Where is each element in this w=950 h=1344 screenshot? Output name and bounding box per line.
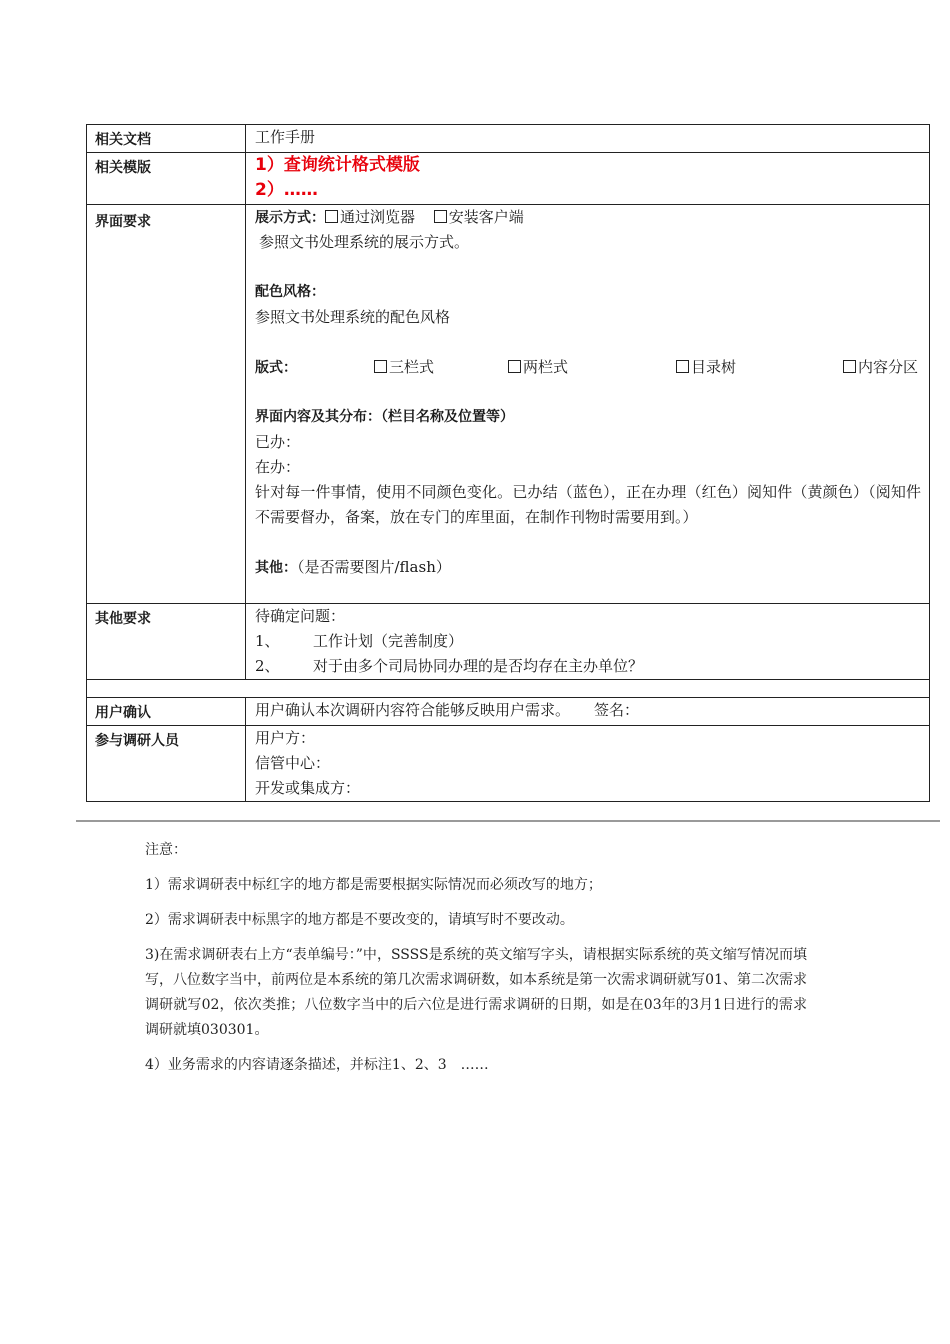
display-mode-label: 展示方式：: [255, 210, 325, 226]
color-style-label: 配色风格：: [255, 284, 325, 300]
divider: [76, 820, 940, 822]
note-item: 4）业务需求的内容请逐条描述，并标注1、2、3 ……: [145, 1057, 489, 1073]
row-related-docs: [87, 125, 930, 153]
staff-item: 信管中心：: [255, 754, 331, 772]
requirements-table: [86, 124, 930, 802]
checkbox-browser[interactable]: [325, 210, 338, 223]
row-research-staff: [87, 726, 930, 802]
note-item: 2）需求调研表中标黑字的地方都是不要改变的，请填写时不要改动。: [145, 912, 574, 928]
other-note: （是否需要图片/flash）: [297, 558, 451, 576]
issue-text: 工作计划（完善制度）: [313, 632, 464, 650]
signature-label: 签名：: [594, 701, 640, 719]
option-client: 安装客户端: [448, 208, 524, 226]
template-item: 2）……: [255, 180, 318, 200]
content-done: 已办：: [255, 433, 301, 451]
display-note: 参照文书处理系统的展示方式。: [259, 233, 470, 251]
row-related-template: [87, 153, 930, 205]
label-related-docs: 相关文档: [87, 125, 246, 153]
issue-number: 2、: [255, 657, 280, 675]
note-item: 3)在需求调研表右上方“表单编号：”中，SSSS是系统的英文缩写字头，请根据实际系统的英文缩写情况而填写，八位数字当中，前两位是本系统的第几次需求调研数，如本系统是第一次需求调研就写01、第二次需求调研就写02，依次类推；八位数字当中的后六位是进行需求调研的日期，如是在03年的3月1日进行的需求调研就填030301。: [145, 947, 807, 1038]
layout-label: 版式：: [255, 360, 297, 376]
option-browser: 通过浏览器: [340, 208, 416, 226]
row-spacer: [87, 680, 930, 698]
checkbox-two-column[interactable]: [508, 360, 521, 373]
staff-item: 开发或集成方：: [255, 779, 361, 797]
row-user-confirm: [87, 698, 930, 726]
checkbox-client[interactable]: [434, 210, 447, 223]
confirm-text: 用户确认本次调研内容符合能够反映用户需求。: [255, 701, 571, 719]
pending-issues-title: 待确定问题：: [255, 607, 346, 625]
row-other-requirements: [87, 604, 930, 680]
checkbox-tree[interactable]: [676, 360, 689, 373]
label-ui-requirements: 界面要求: [87, 205, 246, 604]
content-layout-label: 界面内容及其分布：（栏目名称及位置等）: [255, 409, 514, 425]
issue-number: 1、: [255, 632, 280, 650]
option-content-partition: 内容分区: [858, 358, 919, 376]
notes-title: 注意：: [145, 842, 187, 858]
value-related-docs: 工作手册: [255, 128, 316, 146]
option-two-column: 两栏式: [523, 358, 569, 376]
checkbox-three-column[interactable]: [374, 360, 387, 373]
issue-text: 对于由多个司局协同办理的是否均存在主办单位？: [313, 657, 644, 675]
option-three-column: 三栏式: [389, 358, 435, 376]
other-label: 其他：: [255, 560, 297, 576]
content-doing: 在办：: [255, 458, 301, 476]
notes-section: [145, 838, 807, 1088]
color-style-note: 参照文书处理系统的配色风格: [255, 308, 451, 326]
option-tree: 目录树: [691, 358, 737, 376]
label-research-staff: 参与调研人员: [87, 726, 246, 802]
checkbox-content-partition[interactable]: [843, 360, 856, 373]
content-description: 针对每一件事情，使用不同颜色变化。已办结（蓝色），正在办理（红色）阅知件（黄颜色）（阅知件不需要督办，备案，放在专门的库里面，在制作刊物时需要用到。）: [255, 483, 921, 526]
note-item: 1）需求调研表中标红字的地方都是需要根据实际情况而必须改写的地方；: [145, 877, 602, 893]
label-other-requirements: 其他要求: [87, 604, 246, 680]
row-ui-requirements: [87, 205, 930, 604]
staff-item: 用户方：: [255, 729, 316, 747]
template-item: 1）查询统计格式模版: [255, 155, 420, 175]
label-user-confirm: 用户确认: [87, 698, 246, 726]
label-related-template: 相关模版: [87, 153, 246, 205]
